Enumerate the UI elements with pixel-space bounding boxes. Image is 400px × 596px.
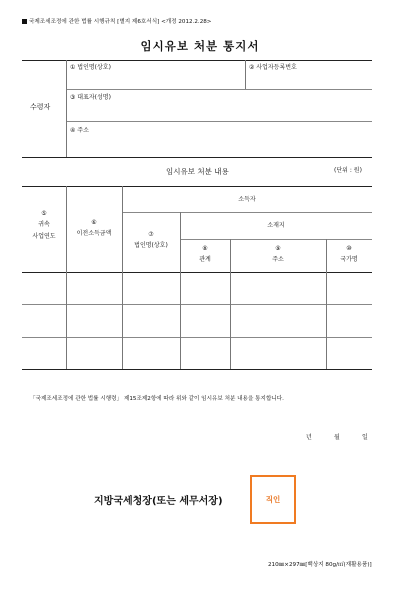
col-year-num: ⑤ (41, 210, 47, 217)
col-year-label-2: 사업연도 (32, 232, 56, 240)
details-row1-border (22, 304, 372, 305)
details-header-line2 (180, 239, 372, 240)
col-income-recipient-header: 소득자 (238, 196, 256, 203)
col-corp-header (122, 229, 180, 252)
col-relation-header (180, 243, 230, 266)
col-amount-num: ⑥ (91, 219, 97, 226)
col-corp-label: 법인명(상호) (134, 242, 168, 250)
recipient-col-divider (245, 60, 246, 89)
col-address-header (230, 243, 326, 266)
col-address-label: 주소 (272, 256, 284, 264)
details-row2-border (22, 337, 372, 338)
page-title: 임시유보 처분 통지서 (140, 39, 260, 53)
address-field: ④ 주소 (70, 127, 89, 134)
recipient-label: 수령자 (30, 103, 51, 111)
biz-reg-no-field: ② 사업자등록번호 (249, 64, 297, 71)
corp-name-field: ① 법인명(상호) (70, 64, 111, 71)
col-year-label-1: 귀속 (38, 221, 50, 229)
details-header-bottom (22, 272, 372, 273)
details-header-line1 (122, 212, 372, 213)
recipient-bottom-border (22, 157, 372, 158)
col-country-header (326, 243, 372, 266)
unit-label: (단위 : 원) (334, 167, 362, 174)
issuer-name: 지방국세청장(또는 세무서장) (94, 496, 223, 507)
details-col-divider-3 (180, 212, 181, 369)
square-bullet-icon (22, 19, 27, 24)
col-relation-num: ⑧ (202, 245, 208, 252)
notice-text: 「국제조세조정에 관한 법률 시행령」 제15조제2항에 따라 위와 같이 임시유보 처분 내용을 통지합니다. (30, 396, 284, 402)
recipient-row1-border (66, 89, 372, 90)
stamp-label: 직인 (265, 495, 281, 504)
col-location-header: 소재지 (267, 222, 285, 229)
recipient-row2-border (66, 121, 372, 122)
col-country-num: ⑩ (346, 245, 352, 252)
form-source-line (22, 19, 212, 26)
col-country-label: 국가명 (340, 256, 358, 264)
details-top-border (22, 186, 372, 187)
recipient-top-border (22, 60, 372, 61)
paper-spec-footer: 210㎜×297㎜[백상지 80g/㎡(재활용품)] (268, 562, 372, 568)
details-bottom-border (22, 369, 372, 370)
col-amount-header (66, 217, 122, 240)
date-day-label: 일 (362, 434, 368, 441)
col-address-num: ⑨ (275, 245, 281, 252)
date-month-label: 월 (334, 434, 340, 441)
details-col-divider-2 (122, 186, 123, 369)
col-relation-label: 관계 (199, 256, 211, 264)
representative-field: ③ 대표자(성명) (70, 94, 111, 101)
form-source-text: 국제조세조정에 관한 법률 시행규칙 [별지 제6호서식] <개정 2012.2.28> (29, 19, 212, 25)
details-col-divider-1 (66, 186, 67, 369)
col-corp-num: ⑦ (148, 231, 154, 238)
date-year-label: 년 (306, 434, 312, 441)
details-section-title: 임시유보 처분 내용 (166, 167, 229, 176)
col-amount-label: 이전소득금액 (76, 230, 112, 238)
col-year-header (22, 208, 66, 242)
recipient-label-divider (66, 60, 67, 157)
official-seal-stamp (250, 475, 296, 524)
